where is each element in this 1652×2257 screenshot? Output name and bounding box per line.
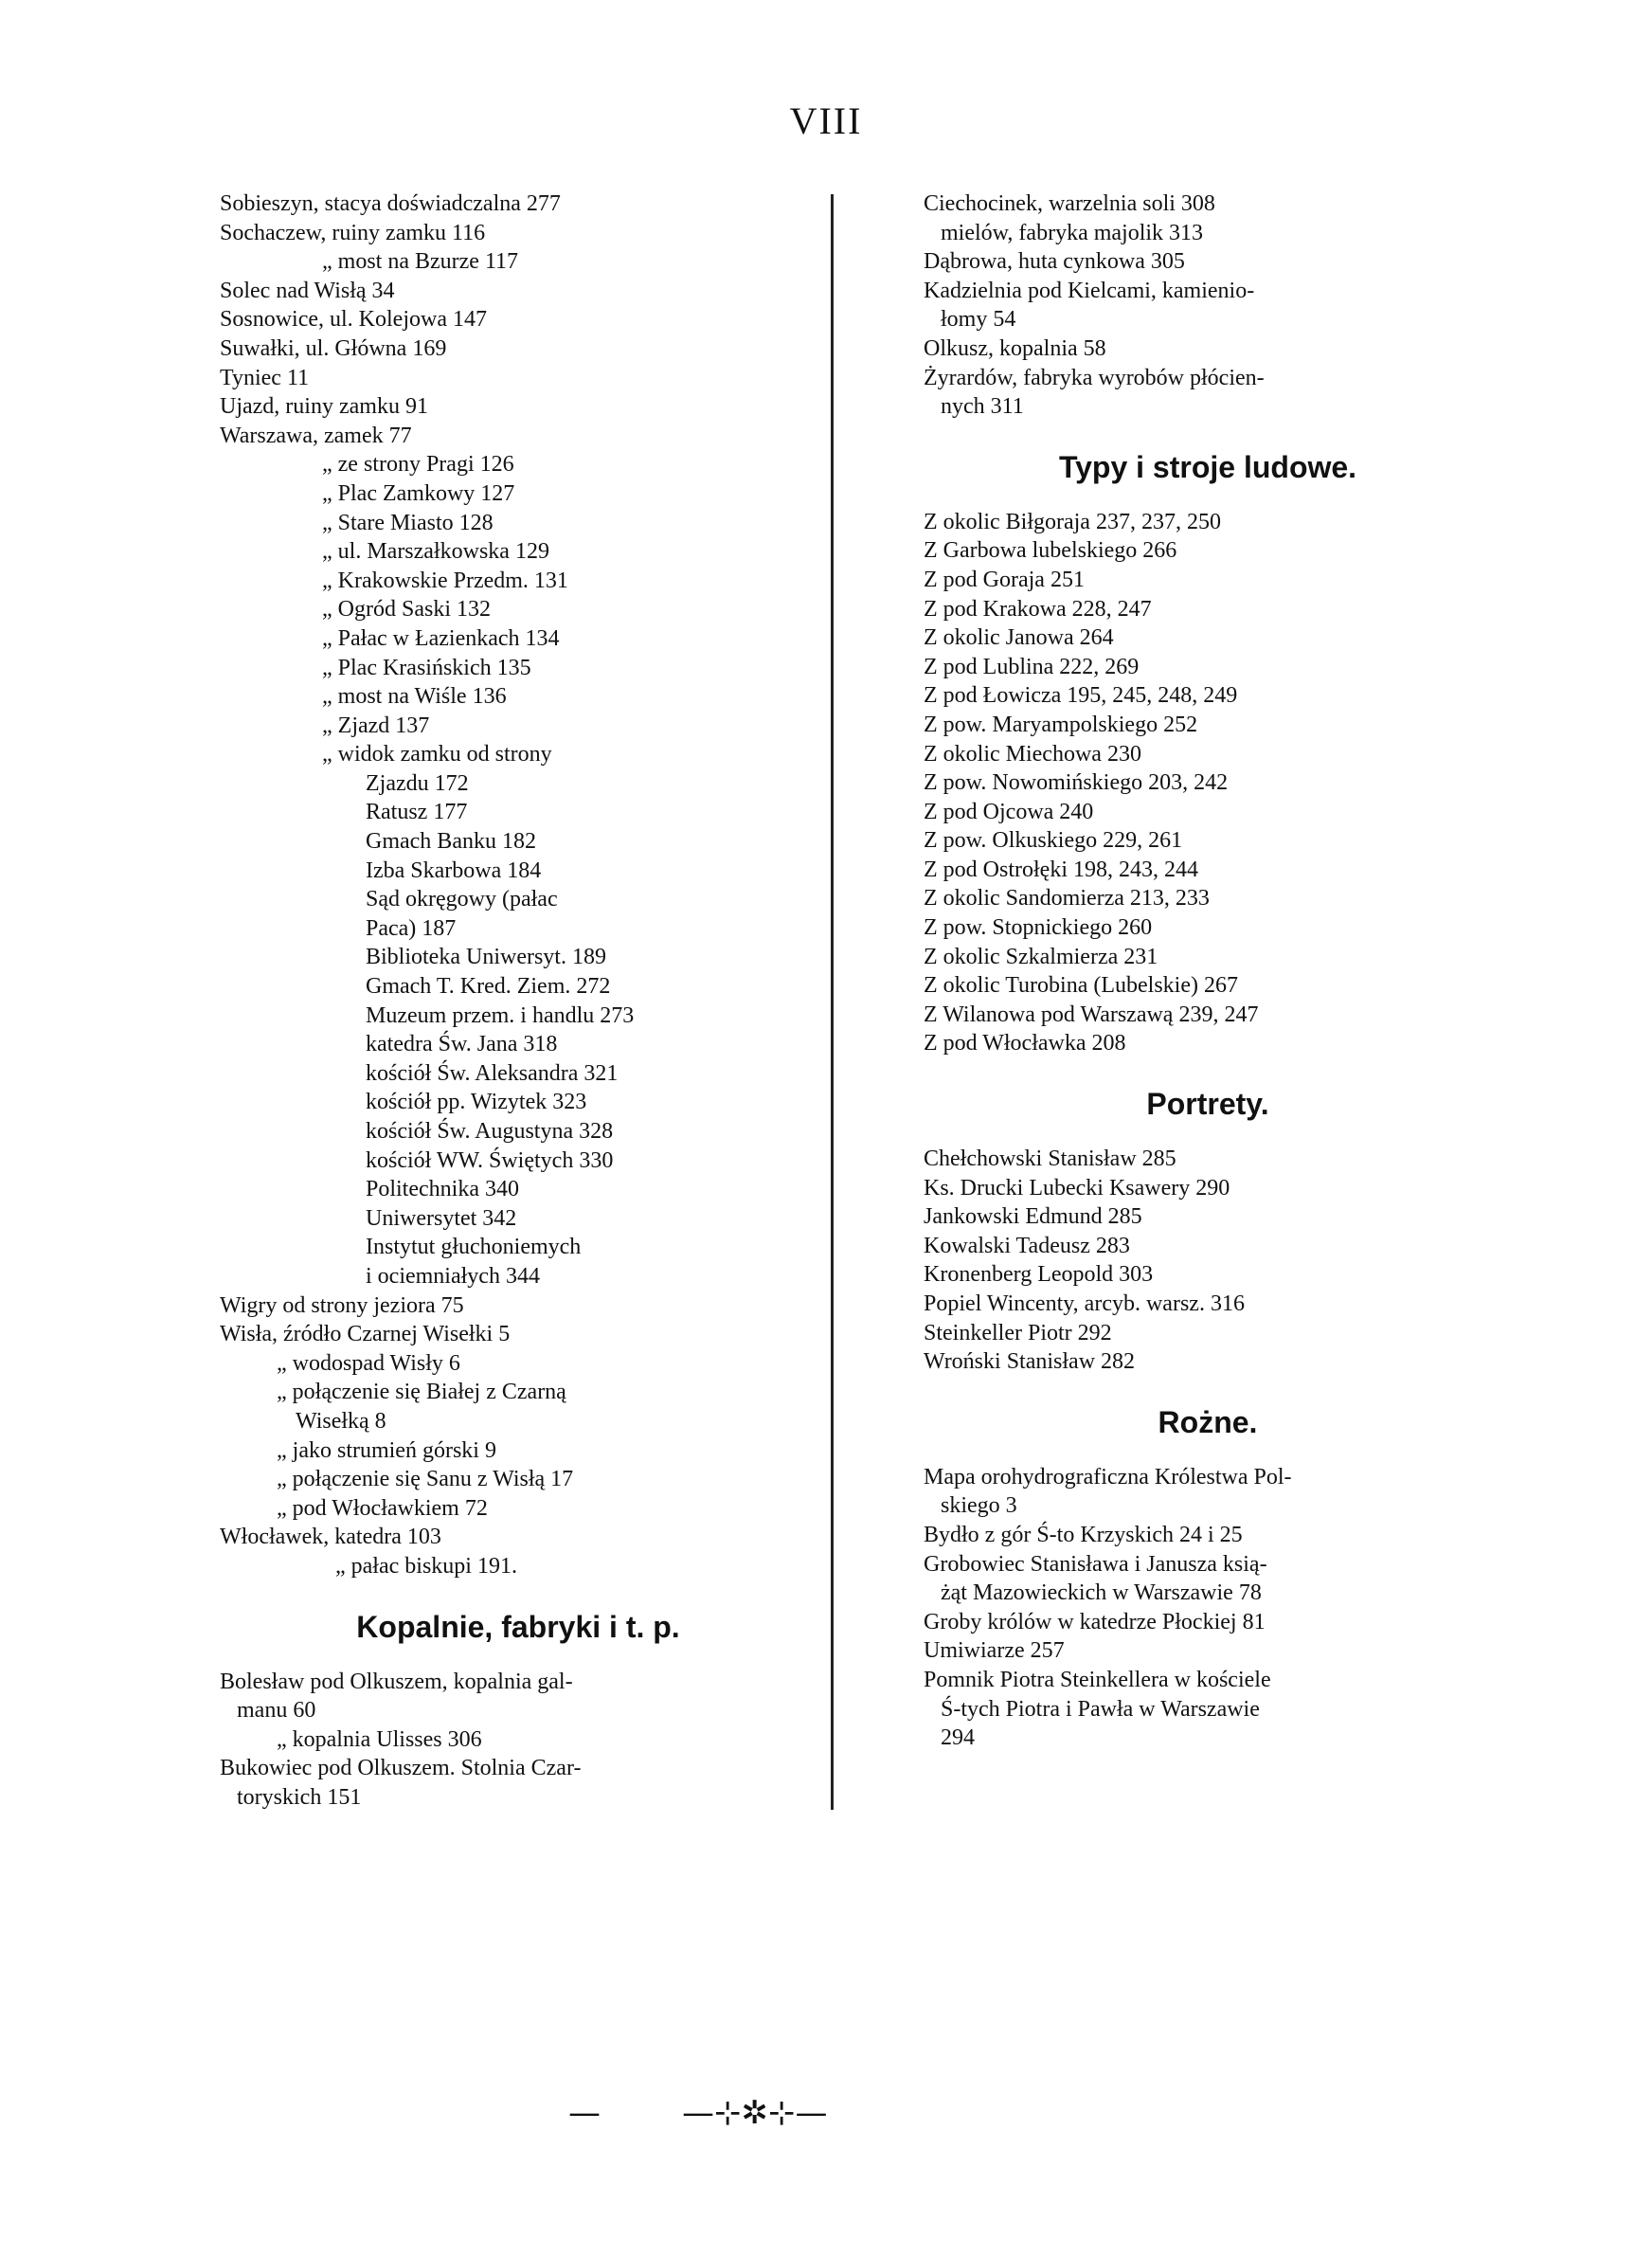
index-entry: Wigry od strony jeziora 75 (220, 1292, 464, 1318)
index-entry: „ połączenie się Białej z Czarną (277, 1380, 566, 1405)
index-entry: Z Wilanowa pod Warszawą 239, 247 (924, 1002, 1259, 1027)
ornament-flourish: —⊹✲⊹— (682, 2094, 828, 2132)
index-entry: Kronenberg Leopold 303 (924, 1262, 1154, 1288)
index-entry: Sochaczew, ruiny zamku 116 (220, 220, 486, 245)
index-entry: Paca) 187 (366, 915, 457, 941)
index-entry: „ pałac biskupi 191. (335, 1553, 517, 1579)
index-entry: „ pod Włocławkiem 72 (277, 1495, 488, 1521)
index-entry: Z pod Ostrołęki 198, 243, 244 (924, 857, 1198, 882)
index-entry: „ ul. Marszałkowska 129 (322, 539, 549, 565)
index-entry: Z pow. Nowomińskiego 203, 242 (924, 770, 1229, 796)
section-title-folk-types: Typy i stroje ludowe. (1058, 449, 1357, 484)
index-entry: i ociemniałych 344 (366, 1263, 540, 1289)
index-entry: Chełchowski Stanisław 285 (924, 1147, 1176, 1172)
page-number: VIII (789, 99, 863, 142)
section-title-mines: Kopalnie, fabryki i t. p. (356, 1609, 680, 1644)
index-entry: kościół Św. Aleksandra 321 (366, 1060, 619, 1086)
index-entry: Bydło z gór Ś-to Krzyskich 24 i 25 (924, 1522, 1243, 1547)
index-entry: Z pow. Stopnickiego 260 (924, 915, 1153, 941)
index-entry: „ Krakowskie Przedm. 131 (322, 568, 568, 593)
index-entry: Dąbrowa, huta cynkowa 305 (924, 249, 1185, 275)
index-entry: toryskich 151 (237, 1784, 362, 1810)
index-entry: Wisełką 8 (296, 1408, 386, 1434)
index-entry: „ Zjazd 137 (322, 713, 430, 738)
index-entry: Z pod Włocławka 208 (924, 1031, 1126, 1056)
index-entry: „ połączenie się Sanu z Wisłą 17 (277, 1467, 574, 1492)
column-divider (831, 194, 834, 1810)
index-entry: Z okolic Miechowa 230 (924, 741, 1141, 767)
index-entry: „ most na Bzurze 117 (322, 249, 519, 275)
index-entry: Grobowiec Stanisława i Janusza ksią- (924, 1551, 1267, 1577)
index-entry: Z pod Ojcowa 240 (924, 799, 1094, 824)
index-entry: mielów, fabryka majolik 313 (941, 220, 1204, 245)
index-entry: Ks. Drucki Lubecki Ksawery 290 (924, 1175, 1230, 1201)
mines-index-list (220, 1668, 817, 1813)
index-entry: Uniwersytet 342 (366, 1205, 517, 1231)
index-entry: Biblioteka Uniwersyt. 189 (366, 945, 606, 970)
index-entry: łomy 54 (941, 307, 1016, 333)
index-entry: skiego 3 (941, 1493, 1017, 1519)
index-entry: Wroński Stanisław 282 (924, 1349, 1136, 1375)
index-entry: Zjazdu 172 (366, 770, 469, 796)
industry-index-list (924, 190, 1492, 422)
index-entry: Mapa orohydrograficzna Królestwa Pol- (924, 1464, 1292, 1490)
index-entry: Z pod Goraja 251 (924, 567, 1085, 592)
index-entry: 294 (941, 1725, 975, 1751)
index-entry: Wisła, źródło Czarnej Wisełki 5 (220, 1322, 511, 1347)
index-entry: Gmach T. Kred. Ziem. 272 (366, 974, 611, 1000)
index-entry: Z okolic Turobina (Lubelskie) 267 (924, 973, 1238, 999)
index-entry: Z okolic Szkalmierza 231 (924, 944, 1158, 969)
index-entry: Ś-tych Piotra i Pawła w Warszawie (941, 1696, 1260, 1722)
index-entry: żąt Mazowieckich w Warszawie 78 (941, 1580, 1262, 1606)
index-entry: Z okolic Janowa 264 (924, 625, 1114, 651)
index-entry: Tyniec 11 (220, 365, 310, 390)
index-entry: Z pow. Maryampolskiego 252 (924, 712, 1198, 737)
section-title-misc: Rożne. (1158, 1404, 1258, 1439)
index-entry: „ Stare Miasto 128 (322, 510, 494, 535)
index-entry: Solec nad Wisłą 34 (220, 278, 395, 303)
index-entry: „ Ogród Saski 132 (322, 597, 491, 623)
index-entry: Jankowski Edmund 285 (924, 1204, 1142, 1230)
index-entry: kościół pp. Wizytek 323 (366, 1090, 587, 1115)
index-entry: Z pod Lublina 222, 269 (924, 654, 1140, 679)
index-entry: „ ze strony Pragi 126 (322, 452, 514, 478)
left-index-list (220, 190, 817, 1581)
index-entry: „ Plac Krasińskich 135 (322, 655, 531, 680)
index-entry: nych 311 (941, 394, 1024, 420)
index-entry: Z pod Łowicza 195, 245, 248, 249 (924, 683, 1238, 709)
index-entry: Ujazd, ruiny zamku 91 (220, 394, 428, 420)
index-entry: Steinkeller Piotr 292 (924, 1320, 1112, 1345)
index-entry: „ wodospad Wisły 6 (277, 1350, 460, 1376)
index-entry: Suwałki, ul. Główna 169 (220, 335, 447, 361)
index-entry: „ kopalnia Ulisses 306 (277, 1726, 482, 1752)
index-entry: kościół WW. Świętych 330 (366, 1147, 614, 1173)
index-entry: Olkusz, kopalnia 58 (924, 335, 1106, 361)
section-title-portraits: Portrety. (1146, 1087, 1269, 1122)
index-entry: Z Garbowa lubelskiego 266 (924, 538, 1177, 564)
index-entry: „ jako strumień górski 9 (277, 1437, 496, 1463)
index-entry: Sobieszyn, stacya doświadczalna 277 (220, 191, 561, 216)
index-entry: Izba Skarbowa 184 (366, 858, 542, 883)
index-entry: „ widok zamku od strony (322, 742, 552, 767)
index-entry: Włocławek, katedra 103 (220, 1525, 441, 1550)
left-column (220, 190, 817, 1812)
ornament-dash: — (568, 2094, 601, 2132)
index-entry: Instytut głuchoniemych (366, 1235, 582, 1260)
index-entry: kościół Św. Augustyna 328 (366, 1119, 614, 1144)
portraits-list (924, 1145, 1492, 1377)
index-entry: Pomnik Piotra Steinkellera w kościele (924, 1667, 1271, 1692)
index-entry: Warszawa, zamek 77 (220, 423, 412, 448)
index-entry: Ratusz 177 (366, 800, 468, 825)
index-entry: Kadzielnia pod Kielcami, kamienio- (924, 278, 1255, 303)
index-entry: Sąd okręgowy (pałac (366, 887, 558, 912)
folk-types-list (924, 508, 1492, 1058)
index-entry: Żyrardów, fabryka wyrobów płócien- (924, 365, 1265, 390)
index-entry: „ Plac Zamkowy 127 (322, 480, 515, 506)
index-entry: Z okolic Sandomierza 213, 233 (924, 886, 1210, 912)
index-entry: katedra Św. Jana 318 (366, 1032, 558, 1057)
index-entry: Sosnowice, ul. Kolejowa 147 (220, 307, 487, 333)
index-entry: Popiel Wincenty, arcyb. warsz. 316 (924, 1291, 1245, 1316)
index-entry: Kowalski Tadeusz 283 (924, 1233, 1130, 1258)
index-entry: Umiwiarze 257 (924, 1638, 1065, 1664)
misc-list (924, 1463, 1492, 1753)
index-entry: manu 60 (237, 1698, 316, 1724)
index-entry: Z pod Krakowa 228, 247 (924, 596, 1152, 622)
index-entry: Bukowiec pod Olkuszem. Stolnia Czar- (220, 1756, 582, 1781)
right-column (924, 190, 1492, 1753)
index-entry: Ciechocinek, warzelnia soli 308 (924, 191, 1215, 216)
index-entry: „ most na Wiśle 136 (322, 684, 507, 710)
index-entry: Groby królów w katedrze Płockiej 81 (924, 1609, 1266, 1634)
index-entry: Politechnika 340 (366, 1177, 519, 1202)
index-entry: „ Pałac w Łazienkach 134 (322, 625, 560, 651)
index-entry: Gmach Banku 182 (366, 829, 536, 855)
index-entry: Bolesław pod Olkuszem, kopalnia gal- (220, 1669, 573, 1694)
index-entry: Muzeum przem. i handlu 273 (366, 1002, 635, 1028)
index-entry: Z okolic Biłgoraja 237, 237, 250 (924, 509, 1221, 534)
index-entry: Z pow. Olkuskiego 229, 261 (924, 828, 1183, 854)
